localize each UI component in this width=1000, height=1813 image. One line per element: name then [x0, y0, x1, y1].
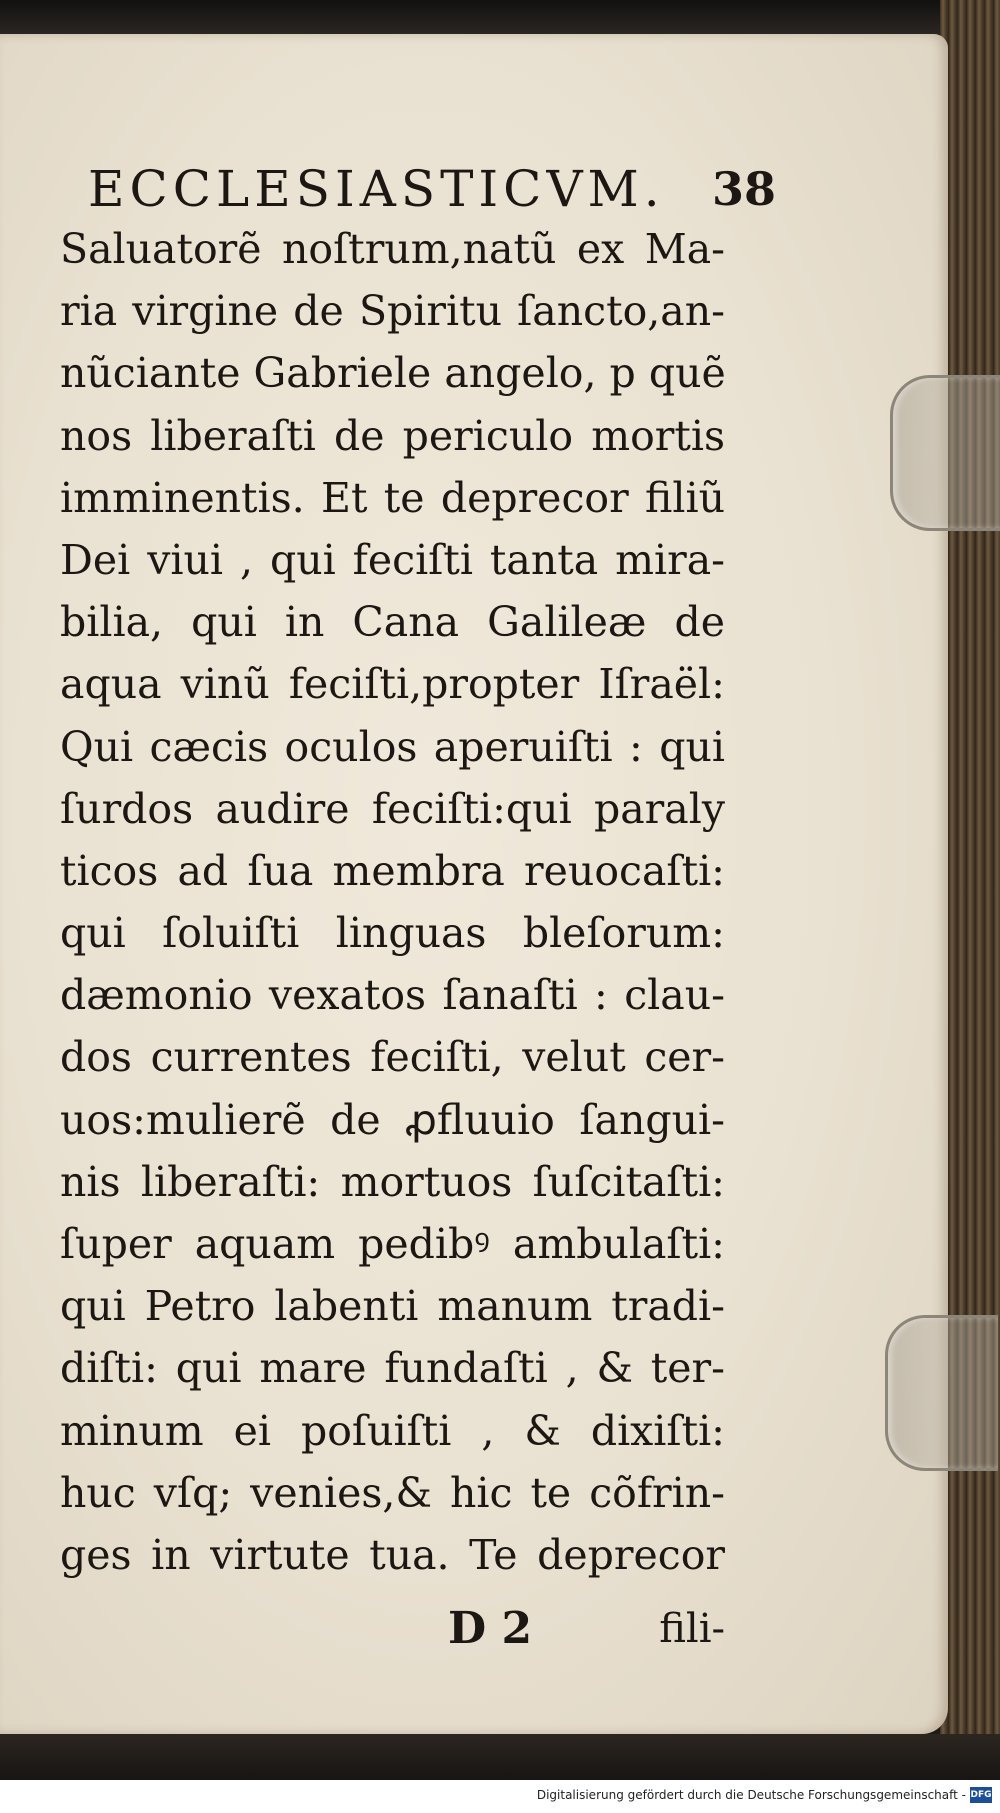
text-line: minum ei poſuiſti , & dixiſti: — [60, 1406, 725, 1455]
text-line: nũciante Gabriele angelo, p quẽ — [60, 349, 726, 398]
text-line: diſti: qui mare fundaſti , & ter- — [60, 1344, 725, 1393]
text-line: Qui cæcis oculos aperuiſti : qui — [60, 722, 725, 771]
text-line: dæmonio vexatos ſanaſti : clau- — [60, 971, 725, 1020]
book-bottom-edge — [0, 1734, 1000, 1780]
text-line: dos currentes feciſti, velut cer- — [60, 1033, 725, 1082]
text-line: qui Petro labenti manum tradi- — [60, 1282, 725, 1331]
text-line: huc vſq; venies,& hic te cõfrin- — [60, 1468, 725, 1517]
text-line: nis liberaſti: mortuos ſuſcitaſti: — [60, 1157, 725, 1206]
text-line: uos:mulierẽ de ꝓfluuio ſangui- — [60, 1095, 725, 1144]
text-line: bilia, qui in Cana Galileæ de — [60, 598, 725, 647]
catchword: fili- — [659, 1606, 725, 1653]
text-line: nos liberaſti de periculo mortis — [60, 411, 725, 460]
text-line: qui ſoluiſti linguas bleſorum: — [60, 909, 725, 958]
text-line: ſuper aquam pedibꝰ ambulaſti: — [60, 1220, 725, 1268]
text-line: ſurdos audire feciſti:qui paraly — [60, 784, 725, 833]
text-line: ria virgine de Spiritu ſancto,an- — [60, 287, 725, 336]
page-footer — [60, 1594, 725, 1664]
running-head: ECCLESIASTICVM. — [88, 160, 665, 218]
text-line: imminentis. Et te deprecor filiũ — [60, 473, 725, 522]
text-block — [60, 160, 777, 1664]
credit-bar — [0, 1780, 1000, 1813]
page-clip-top — [890, 375, 1000, 531]
text-line: aqua vinũ feciſti,propter Iſraël: — [60, 660, 725, 709]
folio-number: 38 — [712, 162, 777, 216]
text-line: ticos ad ſua membra reuocaſti: — [60, 846, 725, 895]
credit-text: Digitalisierung gefördert durch die Deutsche Forschungsgemeinschaft - — [536, 1788, 966, 1802]
text-line: ges in virtute tua. Te deprecor — [60, 1530, 725, 1579]
text-line: Saluatorẽ noſtrum,natũ ex Ma- — [60, 225, 725, 273]
page-clip-bottom — [885, 1315, 998, 1471]
body-text — [60, 218, 725, 1586]
text-line: Dei viui , qui feciſti tanta mira- — [60, 535, 725, 584]
signature-mark: D 2 — [448, 1603, 533, 1655]
book-top-edge — [0, 0, 1000, 34]
page-header — [60, 160, 777, 218]
dfg-logo: DFG — [970, 1787, 992, 1803]
book-fore-edge — [940, 0, 1000, 1780]
